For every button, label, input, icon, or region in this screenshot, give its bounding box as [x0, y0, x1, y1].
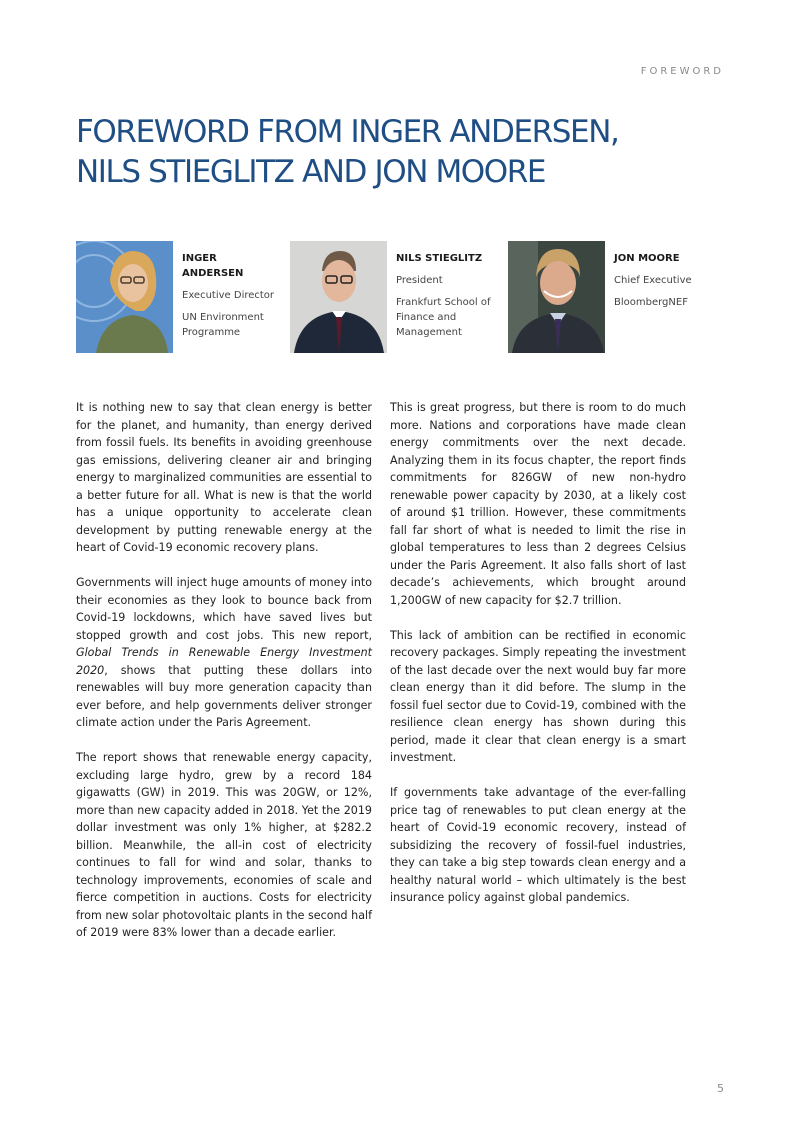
body-paragraph: If governments take advantage of the ever-falling price tag of renewables to put clean energy at the heart of Covid-19 economic recovery, instead of subsidizing the recovery of fossil-fuel industries, they can take a big step towards clean energy and a healthy natural world – which ultimately is the best insurance policy against global pandemics.: [390, 786, 686, 904]
portrait-photo-jon-moore: [508, 241, 605, 353]
person-name: JON MOORE: [614, 253, 680, 264]
body-paragraph: It is nothing new to say that clean energy is better for the planet, and humanity, than energy derived from fossil fuels. Its benefits in avoiding greenhouse gas emissions, delivering cleaner air and bringing energy to marginalized communities are essential to a better future for all. What is new is that the world has a unique opportunity to accelerate clean development by putting renewable energy at the heart of Covid-19 economic recovery plans.: [76, 401, 372, 554]
report-title: Global Trends in Renewable Energy Investment 2020: [76, 646, 372, 677]
person-organization: Frankfurt School of Finance and Management: [396, 297, 491, 338]
body-paragraph: The report shows that renewable energy capacity, excluding large hydro, grew by a record 184 gigawatts (GW) in 2019. This was 20GW, or 12%, more than new capacity added in 2018. Yet the 2019 dollar investment was only 1% higher, at $282.2 billion. Meanwhile, the all-in cost of electricity continues to fall for wind and solar, thanks to technology improvements, economies of scale and fierce competition in auctions. Costs for electricity from new solar photovoltaic plants in the second half of 2019 were 83% lower than a decade earlier.: [76, 751, 372, 939]
body-paragraph: This is great progress, but there is room to do much more. Nations and corporations have made clean energy commitments over the next decade. Analyzing them in its focus chapter, the report finds commitments for 826GW of new non-hydro renewable power capacity by 2030, at a likely cost of around $1 trillion. However, these commitments fall far short of what is needed to limit the rise in global temperatures to less than 2 degrees Celsius under the Paris Agreement. It also falls short of last decade’s achievements, which brought around 1,200GW of new capacity for $2.7 trillion.: [390, 401, 686, 607]
page-title-line-1: FOREWORD FROM INGER ANDERSEN,: [76, 114, 619, 150]
page-number: 5: [717, 1082, 724, 1095]
portrait-photo-inger-andersen: [76, 241, 173, 353]
portrait-photo-nils-stieglitz: [290, 241, 387, 353]
page-title: [76, 112, 736, 192]
person-title: President: [396, 275, 443, 286]
person-title: Chief Executive: [614, 275, 692, 286]
person-organization: UN Environment Programme: [182, 312, 264, 338]
person-name: NILS STIEGLITZ: [396, 253, 483, 264]
person-name: INGER ANDERSEN: [182, 253, 244, 279]
body-column-left: [76, 399, 372, 959]
person-title: Executive Director: [182, 290, 275, 301]
body-column-right: [390, 399, 686, 924]
paragraph-text: Governments will inject huge amounts of money into their economies as they look to bounce back from Covid-19 lockdowns, which have saved lives but stopped growth and cost jobs. This new report,: [76, 576, 372, 642]
person-info: [182, 251, 277, 347]
person-info: [396, 251, 491, 347]
section-label: FOREWORD: [640, 66, 724, 77]
paragraph-text: , shows that putting these dollars into renewables will buy more generation capacity than ever before, and help governments deliver stronger climate action under the Paris Agreement.: [76, 663, 372, 729]
page-title-line-2: NILS STIEGLITZ AND JON MOORE: [76, 154, 546, 190]
person-organization: BloombergNEF: [614, 297, 688, 308]
person-info: [614, 251, 709, 317]
body-paragraph: This lack of ambition can be rectified in economic recovery packages. Simply repeating the investment of the last decade over the next would buy far more clean energy than it did before. The slump in the fossil fuel sector due to Covid-19, combined with the resilience clean energy has shown during this period, made it clear that clean energy is a smart investment.: [390, 628, 686, 764]
body-paragraph: [76, 574, 372, 732]
